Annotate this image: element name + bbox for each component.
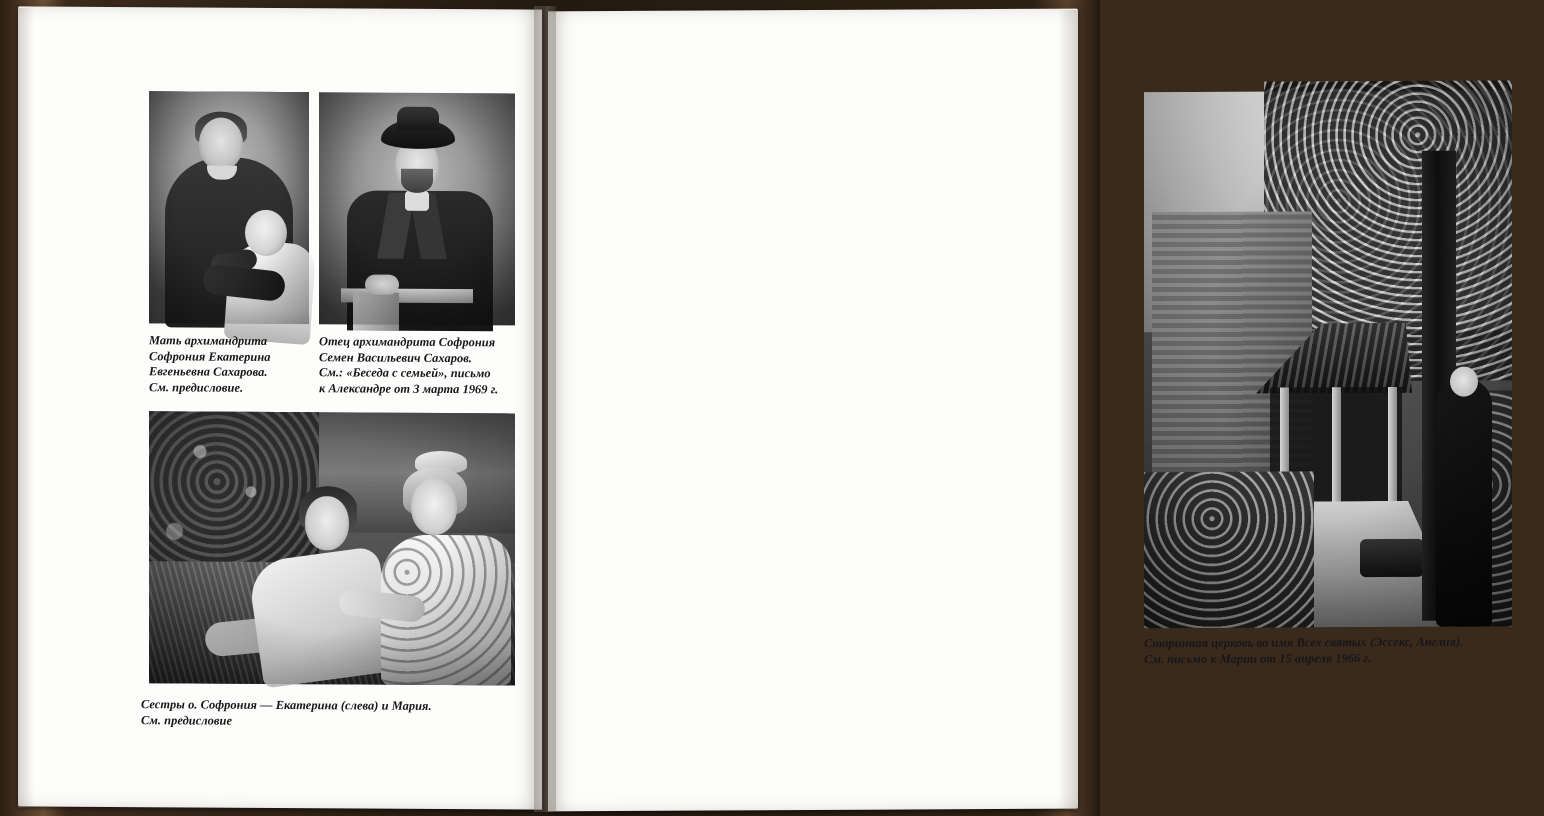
caption-line: к Александре от 3 марта 1969 г. bbox=[319, 381, 499, 397]
caption-line: Семен Васильевич Сахаров. bbox=[319, 349, 472, 365]
caption-photo-father bbox=[319, 334, 523, 398]
caption-line: Старинная церковь во имя Всех святых (Эссекс, Англия). bbox=[1144, 634, 1464, 651]
caption-line: См.: «Беседа с семьей», письмо bbox=[319, 365, 491, 381]
caption-photo-sisters bbox=[141, 697, 521, 731]
left-page bbox=[18, 6, 542, 809]
caption-line: Евгеньевна Сахарова. bbox=[149, 364, 268, 380]
caption-line: Сестры о. Софрония — Екатерина (слева) и Мария. bbox=[141, 697, 432, 713]
caption-line: См. предисловие. bbox=[149, 379, 244, 395]
photo-father-portrait bbox=[319, 92, 515, 325]
caption-line: Софрония Екатерина bbox=[149, 348, 271, 364]
caption-line: Мать архимандрита bbox=[149, 333, 268, 348]
caption-line: См. предисловие bbox=[141, 712, 232, 728]
caption-photo-mother bbox=[149, 333, 311, 396]
caption-line: См. письмо к Марии от 15 апреля 1966 г. bbox=[1144, 650, 1372, 666]
photo-old-church bbox=[1144, 90, 1512, 628]
photo-mother-and-baby bbox=[149, 91, 309, 324]
right-page bbox=[548, 9, 1464, 812]
photo-sisters bbox=[149, 411, 515, 685]
caption-line: Отец архимандрита Софрония bbox=[319, 334, 496, 350]
caption-photo-church bbox=[1144, 634, 1544, 667]
